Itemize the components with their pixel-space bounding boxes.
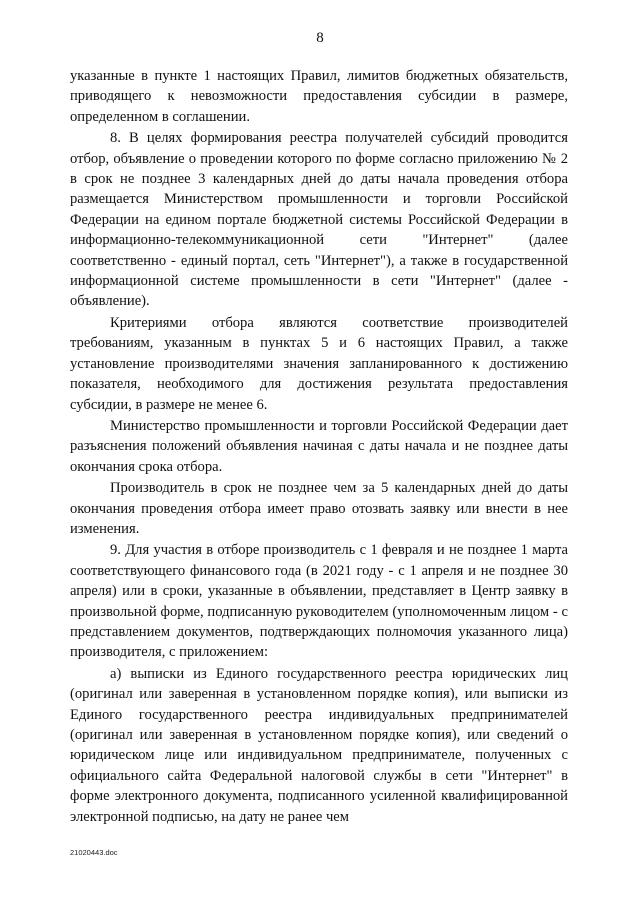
paragraph-7: а) выписки из Единого государственного реестра юридических лиц (оригинал или заверенная в установленном порядке копия), или выписки из Единого государственного реестра индивидуальных предпринимателей (оригинал или заверенная в установленном порядке копия), или сведений о юридическом лице или индивидуальном предпринимателе, полученных с официального сайта Федеральной налоговой службы в сети "Интернет" в форме электронного документа, подписанного усиленной квалифицированной электронной подписью, на дату не ранее чем [70, 665, 568, 825]
paragraph-5: Производитель в срок не позднее чем за 5 календарных дней до даты окончания проведения отбора имеет право отозвать заявку или внести в нее изменения. [70, 480, 568, 537]
file-name-footer: 21020443.doc [70, 848, 118, 857]
paragraph-4: Министерство промышленности и торговли Российской Федерации дает разъяснения положений объявления начиная с даты начала и не позднее даты окончания срока отбора. [70, 417, 568, 475]
paragraph-3: Критериями отбора являются соответствие производителей требованиям, указанным в пунктах 5 и 6 настоящих Правил, а также установление производителями значения запланированного к достижению показателя, необходимого для достижения результата предоставления субсидии, в размере не менее 6. [70, 314, 568, 413]
paragraph-1: указанные в пункте 1 настоящих Правил, лимитов бюджетных обязательств, приводящего к невозможности предоставления субсидии в размере, определенном в соглашении. [70, 68, 568, 125]
paragraph-2: 8. В целях формирования реестра получателей субсидий проводится отбор, объявление о проведении которого по форме согласно приложению № 2 в срок не позднее 3 календарных дней до даты начала проведения отбора размещается Министерством промышленности и торговли Российской Федерации на едином портале бюджетной системы Российской Федерации в информационно-телекоммуникационной сети "Интернет" (далее соответственно - единый портал, сеть "Интернет"), а также в государственной информационной системе промышленности в сети "Интернет" (далее - объявление). [70, 130, 568, 310]
page-number: 8 [316, 30, 324, 46]
document-body [70, 66, 568, 827]
paragraph-6: 9. Для участия в отборе производитель с 1 февраля и не позднее 1 марта соответствующего финансового года (в 2021 году - с 1 апреля и не позднее 30 апреля) или в сроки, указанные в объявлении, представляет в Центр заявку в произвольной форме, подписанную руководителем (уполномоченным лицом - с представлением документов, подтверждающих полномочия указанного лица) производителя, с приложением: [70, 542, 568, 661]
